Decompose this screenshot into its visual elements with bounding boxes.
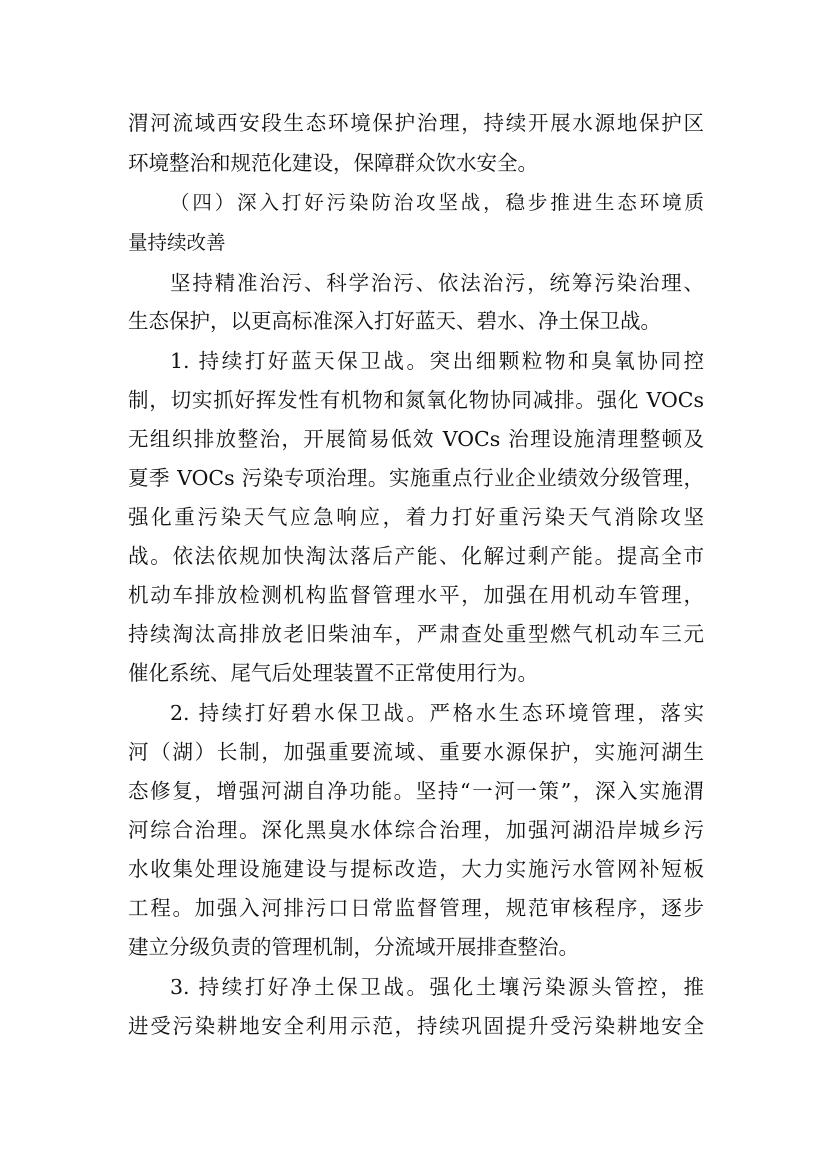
text-line: 无组织排放整治，开展简易低效 VOCs 治理设施清理整顿及 [128,427,704,451]
text-line: 河（湖）长制，加强重要流域、重要水源保护，实施河湖生 [128,740,704,764]
text-line: 持续淘汰高排放老旧柴油车，严肃查处重型燃气机动车三元 [128,622,704,646]
text-line: 催化系统、尾气后处理装置不正常使用行为。 [128,661,538,685]
text-line: 战。依法依规加快淘汰落后产能、化解过剩产能。提高全市 [128,544,704,568]
text-line: 建立分级负责的管理机制，分流域开展排查整治。 [128,935,579,959]
text-line: 制，切实抓好挥发性有机物和氮氧化物协同减排。强化 VOCs [128,388,704,412]
text-line: 态修复，增强河湖自净功能。坚持“一河一策”，深入实施渭 [128,779,704,803]
text-line: 1. 持续打好蓝天保卫战。突出细颗粒物和臭氧协同控 [170,349,704,373]
text-line: 3. 持续打好净土保卫战。强化土壤污染源头管控，推 [170,975,704,999]
text-line: 环境整治和规范化建设，保障群众饮水安全。 [128,151,538,175]
text-line: 河综合治理。深化黑臭水体综合治理，加强河湖沿岸城乡污 [128,818,704,842]
text-line: 机动车排放检测机构监督管理水平，加强在用机动车管理， [128,583,704,607]
text-line: 坚持精准治污、科学治污、依法治污，统筹污染治理、 [170,271,704,295]
text-line: 进受污染耕地安全利用示范，持续巩固提升受污染耕地安全 [128,1014,704,1038]
section-heading: 量持续改善 [128,231,226,254]
text-line: 夏季 VOCs 污染专项治理。实施重点行业企业绩效分级管理， [128,466,704,490]
text-line: 水收集处理设施建设与提标改造，大力实施污水管网补短板 [128,857,704,881]
text-line: 渭河流域西安段生态环境保护治理，持续开展水源地保护区 [128,111,704,135]
text-line: 工程。加强入河排污口日常监督管理，规范审核程序，逐步 [128,896,704,920]
section-heading: （四）深入打好污染防治攻坚战，稳步推进生态环境质 [170,191,704,214]
text-line: 强化重污染天气应急响应，着力打好重污染天气消除攻坚 [128,505,704,529]
text-line: 2. 持续打好碧水保卫战。严格水生态环境管理，落实 [170,701,704,725]
text-line: 生态保护，以更高标准深入打好蓝天、碧水、净土保卫战。 [128,309,661,333]
